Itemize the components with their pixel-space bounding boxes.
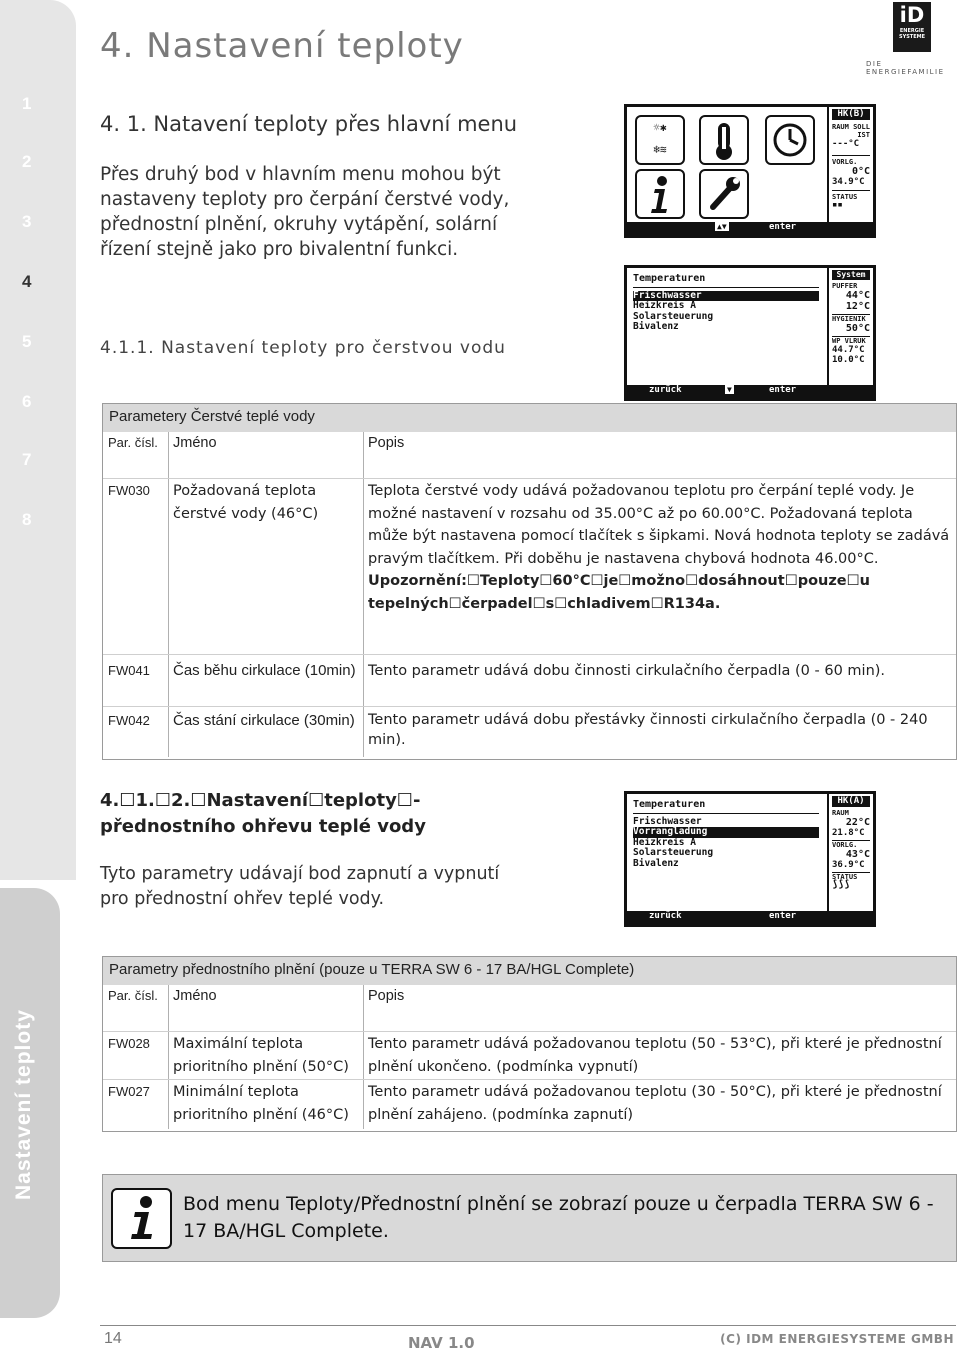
puffer-value-2: 12°C — [845, 301, 870, 312]
lcd-menu-item[interactable]: Frischwasser — [633, 815, 702, 827]
table-row-desc: Tento parametr udává požadovanou teplotu (50 - 53°C), při které je přednostní plnění ukončeno. (podmínka vypnutí) — [368, 1036, 942, 1075]
thermometer-icon[interactable] — [699, 115, 749, 165]
vorlg-soll: 0°C — [851, 166, 870, 177]
status-label: STATUS — [832, 872, 870, 881]
info-menu-icon[interactable] — [635, 169, 685, 219]
section-title: 4. 1. Natavení teploty přes hlavní menu — [100, 112, 518, 136]
info-text: Bod menu Teploty/Přednostní plnění se zobrazí pouze u čerpadla TERRA SW 6 - 17 BA/HGL Complete. — [183, 1193, 934, 1242]
raum-value: ---°C — [832, 139, 860, 149]
back-softkey[interactable]: zurück — [649, 911, 682, 921]
table-row-name: Požadovaná teplota čerstvé vody (46°C) — [173, 483, 319, 522]
lcd-menu-item-selected[interactable]: Vorrangladung — [633, 827, 819, 838]
table-row-desc: Tento parametr udává dobu činnosti cirkulačního čerpadla (0 - 60 min). — [368, 663, 886, 679]
table-row-par: FW028 — [108, 1036, 150, 1051]
table-header: Parametery Čerstvé teplé vody — [103, 404, 956, 432]
status-icon: ▪▪ — [832, 200, 843, 210]
lcd-menu-item[interactable]: Heizkreis A — [633, 836, 696, 848]
hygienik-label: HYGIENIK — [832, 314, 870, 323]
column-header-name: Jméno — [173, 435, 217, 451]
chapter-2-tab[interactable]: 2 — [22, 152, 32, 171]
wrench-icon[interactable] — [699, 169, 749, 219]
lcd-menu-item[interactable]: Bivalenz — [633, 321, 679, 332]
soll-label: SOLL — [853, 123, 870, 131]
chapter-vertical-label: Nastavení teploty — [12, 1009, 35, 1200]
wp-value-1: 44.7°C — [832, 345, 865, 355]
table-row-desc: Tento parametr udává požadovanou teplotu (30 - 50°C), při které je přednostní plnění zahájeno. (podmínka zapnutí) — [368, 1084, 942, 1123]
copyright: (C) IDM ENERGIESYSTEME GMBH — [720, 1332, 954, 1346]
table-row-par: FW027 — [108, 1084, 150, 1099]
table-row-par: FW030 — [108, 483, 150, 498]
lcd-menu-item[interactable]: Solarsteuerung — [633, 847, 714, 858]
table-row-par: FW042 — [108, 713, 150, 728]
hk-label: HK(B) — [832, 109, 870, 120]
system-label: System — [832, 270, 870, 280]
raum-label: RAUM — [832, 123, 849, 131]
chapter-3-tab[interactable]: 3 — [22, 212, 32, 231]
enter-softkey[interactable]: enter — [769, 911, 797, 921]
wp-label: WP VLRUK — [832, 336, 870, 345]
mode-icon[interactable]: ☼✱ ❄≋ — [635, 115, 685, 165]
puffer-label: PUFFER — [832, 282, 858, 290]
parameter-table-fresh-water — [102, 403, 957, 760]
lcd-main-menu — [624, 104, 876, 238]
column-header-desc: Popis — [368, 988, 405, 1004]
table-row-desc — [368, 480, 953, 615]
lcd-menu-item-selected[interactable]: Frischwasser — [633, 291, 819, 302]
section2-title: 4.☐1.☐2.☐Nastavení☐teploty☐- přednostního ohřevu teplé vody — [100, 790, 426, 837]
lcd-priority-menu — [624, 791, 876, 927]
table-row-name: Maximální teplota prioritního plnění (50°C) — [173, 1036, 349, 1075]
lcd-menu-item[interactable]: Bivalenz — [633, 857, 679, 869]
info-icon — [111, 1188, 172, 1249]
clock-icon[interactable] — [765, 115, 815, 165]
chapter-1-tab[interactable]: 1 — [22, 94, 32, 113]
column-header-par: Par. čísl. — [108, 435, 158, 450]
arrow-down-icon[interactable]: ▼ — [727, 385, 732, 394]
column-header-par: Par. čísl. — [108, 988, 158, 1003]
hk-label: HK(A) — [832, 796, 870, 807]
arrow-up-down-icon[interactable]: ▲▼ — [717, 222, 727, 231]
vorlg-soll: 43°C — [845, 849, 870, 860]
row-warning: Upozornění:☐Teploty☐60°C☐je☐možno☐dosáhnout☐pouze☐u tepelných☐čerpadel☐s☐chladivem☐R134a. — [368, 573, 870, 612]
table-row-name: Čas běhu cirkulace (10min) — [173, 662, 356, 679]
lcd-menu-title: Temperaturen — [633, 800, 819, 814]
column-header-desc: Popis — [368, 435, 405, 451]
status-label: STATUS — [832, 190, 870, 201]
lcd-softkey-bar — [627, 911, 873, 924]
lcd-softkey-bar — [627, 385, 873, 398]
chapter-5-tab[interactable]: 5 — [22, 332, 32, 351]
table-row-desc: Tento parametr udává dobu přestávky činnosti cirkulačního čerpadla (0 - 240 min). — [368, 712, 928, 748]
chapter-sidebar — [0, 0, 76, 1359]
chapter-tabs — [0, 0, 76, 880]
document-version: NAV 1.0 — [408, 1334, 475, 1352]
raum-label: RAUM — [832, 809, 849, 817]
raum-soll: 22°C — [845, 817, 870, 828]
back-softkey[interactable]: zurück — [649, 385, 682, 395]
lcd-softkey-bar — [627, 222, 873, 235]
column-header-name: Jméno — [173, 988, 217, 1004]
table-row-name: Čas stání cirkulace (30min) — [173, 712, 355, 729]
heating-status-icon: ⟆⟆⟆ — [832, 879, 851, 890]
parameter-table-priority — [102, 956, 957, 1132]
wp-value-2: 10.0°C — [832, 355, 865, 365]
chapter-6-tab[interactable]: 6 — [22, 392, 32, 411]
intro-paragraph: Přes druhý bod v hlavním menu mohou být nastaveny teploty pro čerpání čerstvé vody, přednostní plnění, okruhy vytápění, solární řízení stejně jako pro bivalentní funkci. — [100, 164, 510, 260]
vorlg-ist: 36.9°C — [832, 860, 865, 870]
hygienik-value: 50°C — [845, 323, 870, 334]
chapter-4-tab-active[interactable]: 4 — [22, 272, 32, 291]
table-header: Parametry přednostního plnění (pouze u TERRA SW 6 - 17 BA/HGL Complete) — [103, 957, 956, 985]
ist-label: IST — [857, 131, 870, 139]
footer-divider — [100, 1325, 956, 1326]
company-logo: iD ENERGIE SYSTEME — [893, 2, 931, 52]
logo-tagline: DIE ENERGIEFAMILIE — [866, 60, 945, 76]
lcd-menu-item[interactable]: Heizkreis A — [633, 300, 696, 311]
lcd-menu-item[interactable]: Solarsteuerung — [633, 310, 714, 322]
subsection-title: 4.1.1. Nastavení teploty pro čerstvou vodu — [100, 338, 506, 358]
enter-softkey[interactable]: enter — [769, 385, 797, 395]
chapter-8-tab[interactable]: 8 — [22, 510, 32, 529]
row-description: Teplota čerstvé vody udává požadovanou teplotu pro čerpání teplé vody. Je možné nastavení v rozsahu od 35.00°C až po 60.00°C. Požadovaná teplota může být nastavena pomocí tlačítek s šipkami. Nová hodnota teploty se zadává pravým tlačítkem. Při doběhu je nastavena chybová hodnota 46.00°C. — [368, 483, 950, 567]
puffer-value-1: 44°C — [845, 290, 870, 301]
lcd-temperature-menu — [624, 265, 876, 401]
section2-paragraph: Tyto parametry udávají bod zapnutí a vypnutí pro přednostní ohřev teplé vody. — [100, 864, 500, 909]
vorlg-ist: 34.9°C — [832, 177, 865, 187]
chapter-7-tab[interactable]: 7 — [22, 450, 32, 469]
table-row-par: FW041 — [108, 663, 150, 678]
enter-softkey[interactable]: enter — [769, 222, 797, 232]
table-row-name: Minimální teplota prioritního plnění (46°C) — [173, 1084, 349, 1123]
info-note — [102, 1174, 957, 1262]
raum-ist: 21.8°C — [832, 828, 865, 838]
page-title: 4. Nastavení teploty — [100, 26, 464, 66]
page-number: 14 — [104, 1330, 122, 1347]
vorlg-label: VORLG. — [832, 155, 870, 166]
lcd-menu-title: Temperaturen — [633, 274, 819, 288]
vorlg-label: VORLG. — [832, 840, 870, 849]
